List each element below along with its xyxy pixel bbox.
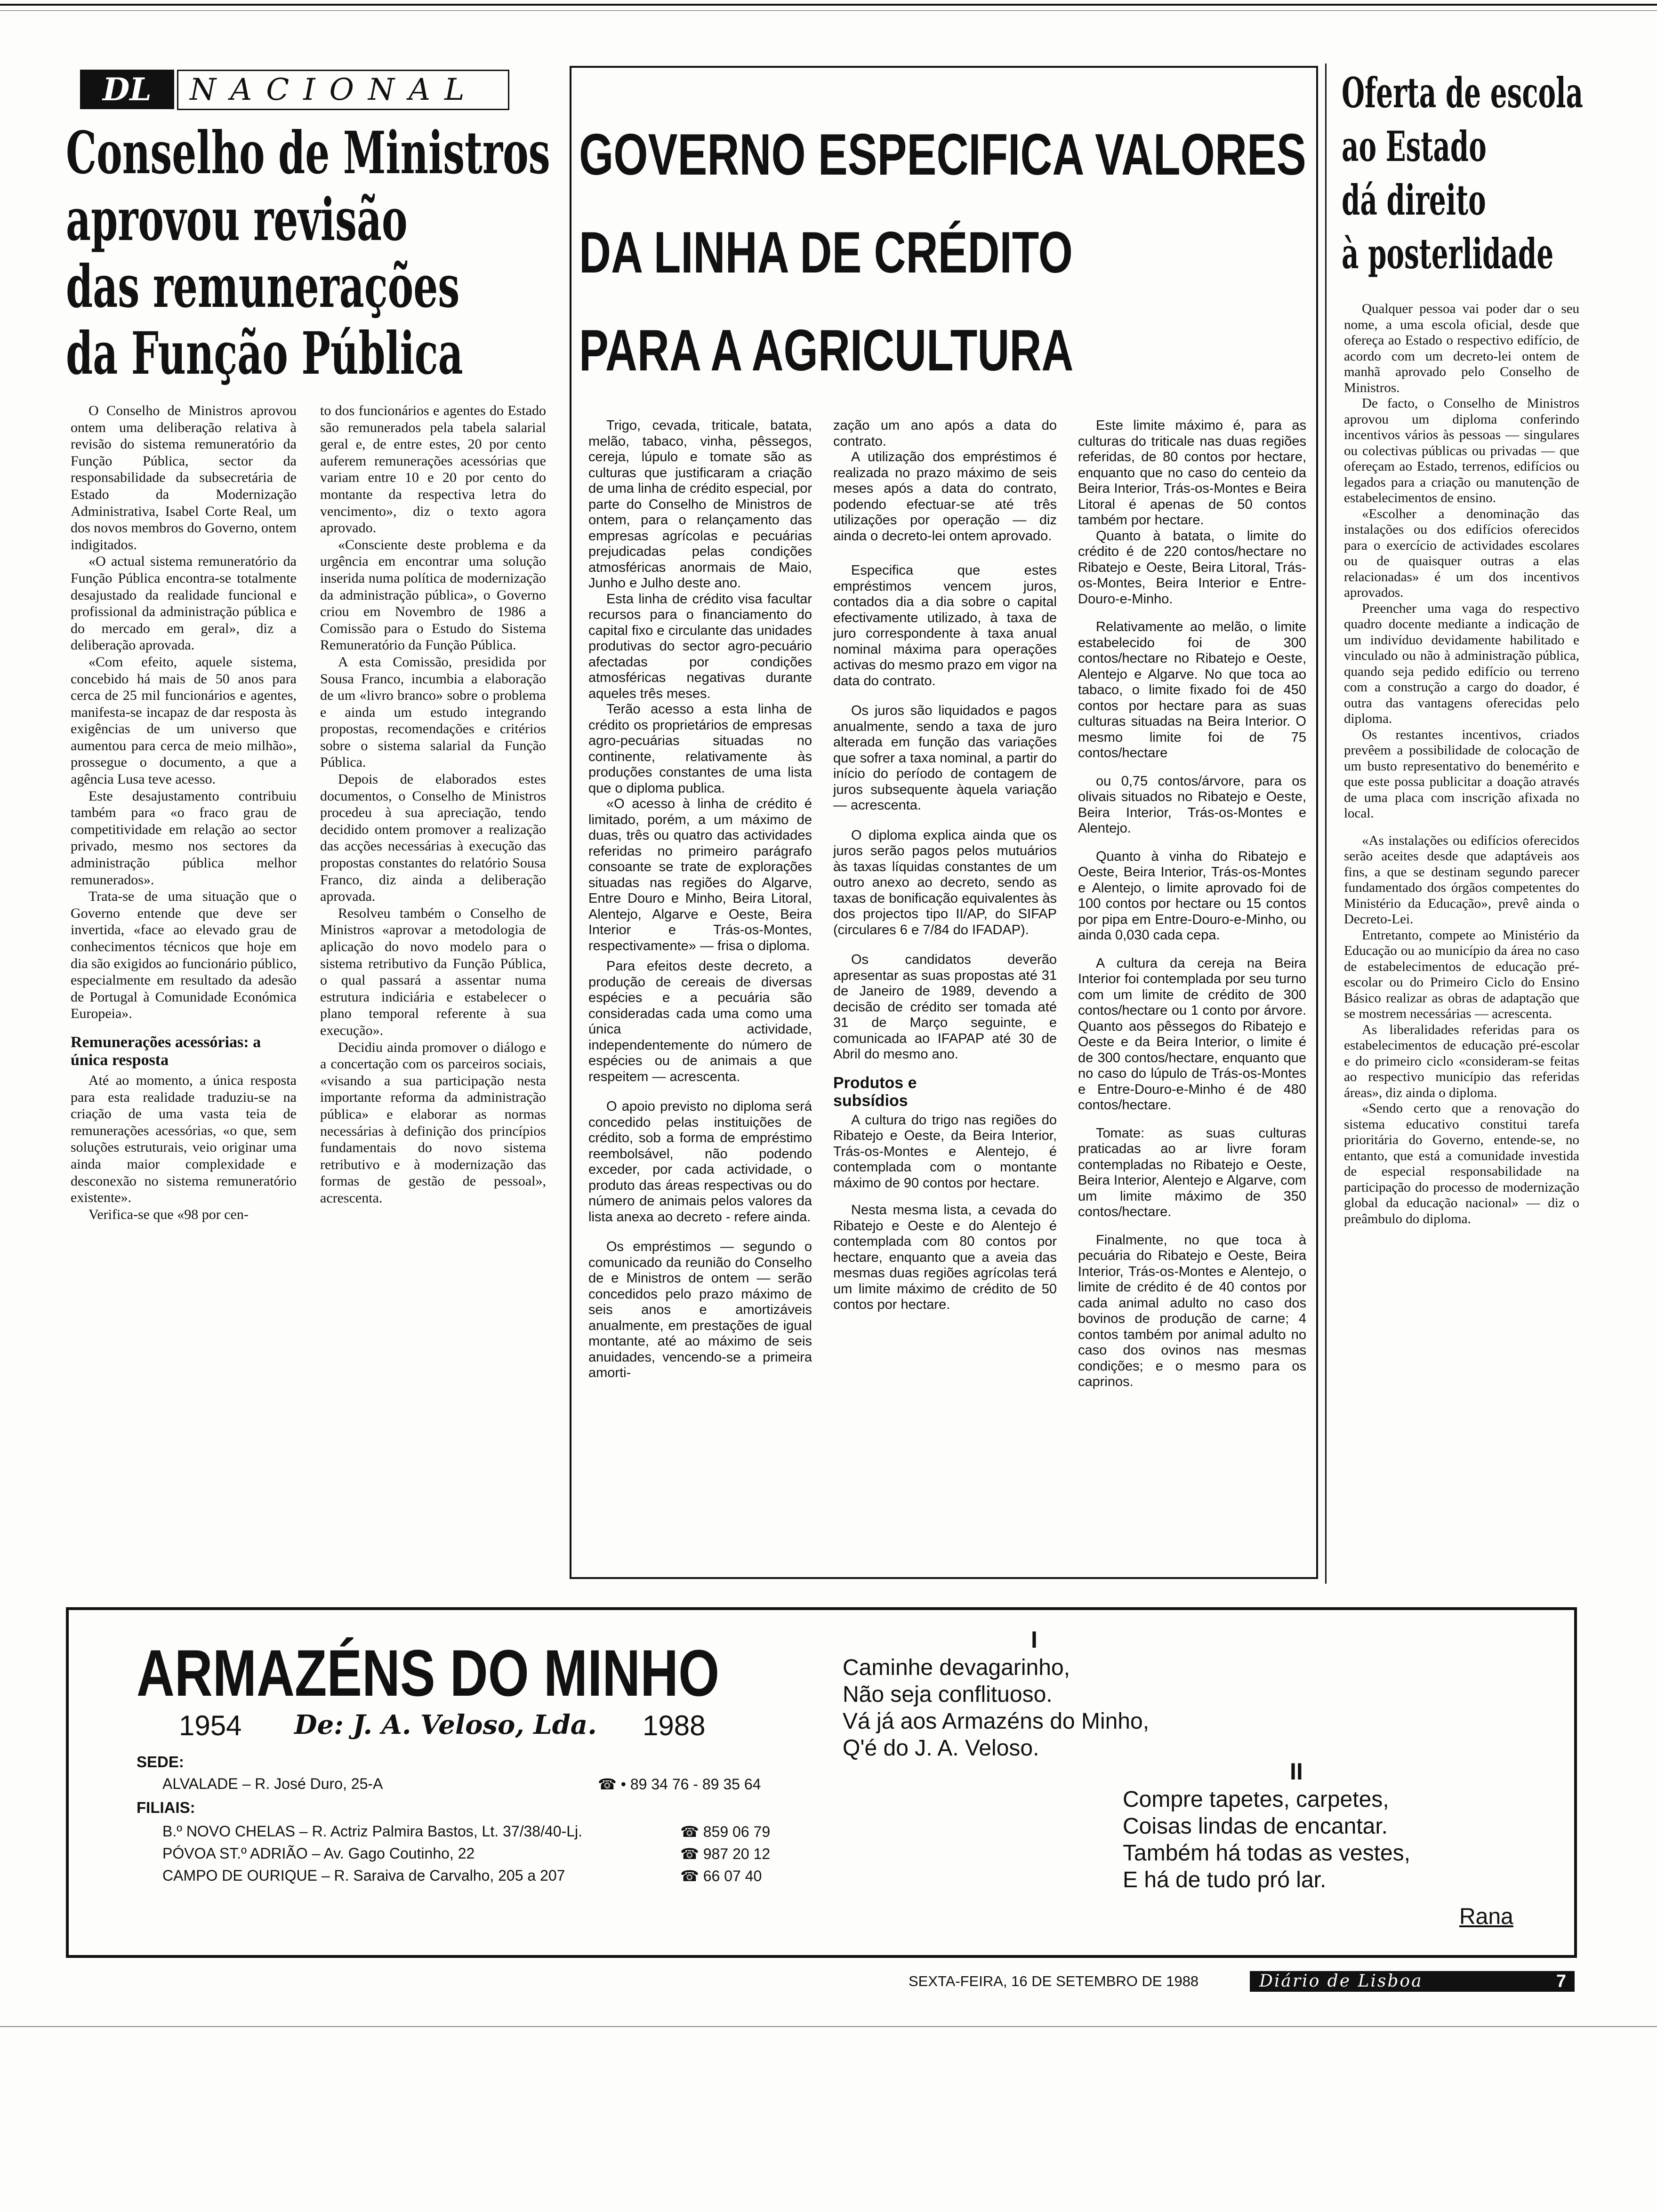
paragraph: Qualquer pessoa vai poder dar o seu nome, a uma escola oficial, desde que ofereça ao Estado o respectivo edifício, de acordo com um decreto-lei ontem de manhã aprovado pelo Conselho de Ministros. — [1344, 301, 1579, 395]
paragraph: Este limite máximo é, para as culturas do triticale nas duas regiões referidas, de 80 contos por hectare, enquanto que no caso do centeio da Beira Interior, Trás-os-Montes e Beira Litoral é apenas de 50 contos também por hectare. — [1078, 418, 1306, 528]
left-headline-line: da Função Pública — [66, 320, 463, 388]
center-article-col1 — [588, 418, 812, 1571]
paragraph: «Consciente deste problema e da urgência em encontrar uma solução inserida numa política de modernização da administração pública», o Governo criou em Novembro de 1986 a Comissão para o Estudo do Sistema Remuneratório da Função Pública. — [320, 537, 546, 653]
verse-line: Coisas lindas de encantar. — [1123, 1814, 1388, 1839]
paragraph: Tomate: as suas culturas praticadas ao ar livre foram contempladas no Ribatejo e Oeste, Beira Interior, Alentejo e Algarve, com um limite máximo de 350 contos/hectare. — [1078, 1125, 1306, 1219]
ad-company: De: J. A. Veloso, Lda. — [294, 1709, 597, 1740]
ad-sede-address: ALVALADE – R. José Duro, 25-A — [162, 1775, 383, 1792]
left-headline-line: das remunerações — [66, 253, 460, 321]
footer-masthead — [1250, 1971, 1575, 1992]
paragraph: Entretanto, compete ao Ministério da Educação ou ao município da área no caso de estabelecimentos de educação pré-escolar ou do Primeiro Ciclo do Ensino Básico realizar as obras de adaptação que se mostrem necessárias — acrescenta. — [1344, 927, 1579, 1021]
left-article-col1 — [71, 402, 297, 1555]
right-headline-line: à posterlidade — [1342, 229, 1554, 278]
verse-line: Não seja conflituoso. — [843, 1682, 1053, 1707]
right-article-body — [1344, 301, 1579, 1581]
paragraph: «Com efeito, aquele sistema, concebido há mais de 50 anos para cerca de 25 mil funcionários e agentes, manifesta-se incapaz de dar resposta às exigências de um universo que aumentou para cerca de meio milhão», prossegue o documento, a que a agência Lusa teve acesso. — [71, 654, 297, 787]
paragraph: A cultura da cereja na Beira Interior foi contemplada por seu turno com um limite de crédito de 300 contos/hectare ou 1 conto por árvore. Quanto aos pêssegos do Ribatejo e Oeste e da Beira Interior, o limite é de 300 contos/hectare, enquanto que no caso do lúpulo de Trás-os-Montes e Entre-Douro-e-Minho é de 480 contos/hectare. — [1078, 955, 1306, 1113]
paragraph: Relativamente ao melão, o limite estabelecido foi de 300 contos/hectare no Ribatejo e Oeste, Alentejo e Algarve. No que toca ao tabaco, o limite fixado foi de 450 contos por hectare para as suas culturas situadas na Beira Interior. O mesmo limite foi de 75 contos/hectare — [1078, 619, 1306, 761]
section-label-text: NACIONAL — [190, 72, 479, 107]
ad-filial-address: PÓVOA ST.º ADRIÃO – Av. Gago Coutinho, 22 — [162, 1845, 475, 1862]
ad-filiais-label: FILIAIS: — [137, 1799, 195, 1816]
paragraph: A cultura do trigo nas regiões do Ribatejo e Oeste, da Beira Interior, Trás-os-Montes e Alentejo, é contemplada com o montante máximo de 90 contos por hectare. — [833, 1112, 1057, 1191]
paragraph: Para efeitos deste decreto, a produção de cereais de diversas espécies e a pecuária são consideradas cada uma como uma única actividade, independentemente do número de espécies ou de animais a que respeitem — acrescenta. — [588, 959, 812, 1084]
top-rule — [0, 4, 1657, 6]
top-rule-thin — [0, 10, 1657, 11]
paragraph: As liberalidades referidas para os estabelecimentos de educação pré-escolar e do primeiro ciclo «consideram-se feitas ao respectivo município das referidas áreas», diz ainda o diploma. — [1344, 1022, 1579, 1100]
right-column-divider — [1325, 64, 1327, 1584]
ad-verse-2-number: II — [1290, 1758, 1303, 1785]
paragraph: O diploma explica ainda que os juros serão pagos pelos mutuários às taxas líquidas constantes de um outro anexo ao decreto, sendo as taxas de bonificação equivalentes às dos projectos tipo II/AP, do SIFAP (circulares 6 e 7/84 do IFADAP). — [833, 827, 1057, 938]
paragraph: Os restantes incentivos, criados prevêem a possibilidade de colocação de um busto representativo do benemérito e que este possa publicitar a doação através de uma placa com inscrição afixada no local. — [1344, 727, 1579, 821]
verse-line: E há de tudo pró lar. — [1123, 1867, 1327, 1892]
ad-brand: ARMAZÉNS DO MINHO — [137, 1636, 720, 1710]
paragraph: O apoio previsto no diploma será concedido pelas instituições de crédito, sob a forma de empréstimo reembolsável, não podendo exceder, por cada actividade, o produto das áreas respectivas ou do número de animais pelos valores da lista anexa ao decreto - refere ainda. — [588, 1099, 812, 1225]
paragraph: Resolveu também o Conselho de Ministros «aprovar a metodologia de aplicação do novo modelo para o sistema retributivo da Função Pública, o qual passará a assentar numa estrutura indiciária e estabelecer o plano temporal referente à sua execução». — [320, 905, 546, 1038]
verse-line: Também há todas as vestes, — [1123, 1841, 1410, 1866]
paragraph: «As instalações ou edifícios oferecidos serão aceites desde que adaptáveis aos fins, a que se destinam segundo parecer fundamentado dos órgãos competentes do Ministério da Educação», prevê ainda o Decreto-Lei. — [1344, 833, 1579, 927]
paragraph: Depois de elaborados estes documentos, o Conselho de Ministros procedeu à sua apreciação, tendo decidido ontem promover a realização das acções necessárias à execução das propostas constantes do relatório Sousa Franco, diz ainda a deliberação aprovada. — [320, 771, 546, 905]
center-headline-line: GOVERNO ESPECIFICA VALORES — [579, 122, 1306, 187]
ad-signature: Rana — [1459, 1904, 1513, 1929]
left-headline-line: aprovou revisão — [66, 186, 408, 254]
verse-line: Q'é do J. A. Veloso. — [843, 1736, 1039, 1761]
paragraph: Verifica-se que «98 por cen- — [88, 1206, 249, 1222]
paragraph: Este desajustamento contribuiu também para «o fraco grau de competitividade em relação ao sector privado, mesmo nos sectores da administração pública melhor remunerados». — [71, 788, 297, 888]
paragraph: zação um ano após a data do contrato. — [833, 418, 1057, 449]
section-logo: DL — [80, 70, 174, 109]
paragraph: Nesta mesma lista, a cevada do Ribatejo e Oeste e do Alentejo é contemplada com 80 contos por hectare, enquanto que a aveia das mesmas duas regiões agrícolas terá um limite máximo de crédito de 50 contos por hectare. — [833, 1202, 1057, 1312]
paragraph: Especifica que estes empréstimos vencem juros, contados dia a dia sobre o capital efectivamente utilizado, à taxa de juro correspondente à taxa anual nominal máxima para operações activas do mesmo prazo em vigor na data do contrato. — [833, 563, 1057, 689]
paragraph: A esta Comissão, presidida por Sousa Franco, incumbia a elaboração de um «livro branco» sobre o problema e ainda um estudo integrando propostas, recomendações e critérios sobre o sistema salarial da Função Pública. — [320, 654, 546, 770]
paragraph: Finalmente, no que toca à pecuária do Ribatejo e Oeste, Beira Interior, Trás-os-Montes e Alentejo, o limite de crédito é de 40 contos por cada animal adulto no caso dos bovinos de produção de carne; 4 contos também por animal adulto no caso dos ovinos nas mesmas condições; e o mesmo para os caprinos. — [1078, 1232, 1306, 1389]
bottom-rule — [0, 2026, 1657, 2027]
verse-line: Compre tapetes, carpetes, — [1123, 1787, 1389, 1812]
ad-year-end: 1988 — [643, 1710, 706, 1741]
section-label — [177, 70, 509, 110]
paragraph: Trigo, cevada, triticale, batata, melão, tabaco, vinha, pêssegos, cereja, lúpulo e tomate são as culturas que justificaram a criação de uma linha de crédito especial, por parte do Conselho de Ministros de ontem, para o relançamento das empresas agrícolas e pecuárias prejudicadas pelas condições atmosféricas anormais de Maio, Junho e Julho deste ano. — [588, 418, 812, 591]
paragraph: Trata-se de uma situação que o Governo entende que deve ser invertida, «face ao elevado grau de conhecimentos técnicos que hoje em dia são exigidos ao funcionário público, especialmente em resultado da adesão de Portugal à Comunidade Económica Europeia». — [71, 889, 297, 1022]
paragraph: Decidiu ainda promover o diálogo e a concertação com os parceiros sociais, «visando a sua participação nesta importante reforma da administração pública» e elaborar as normas necessárias à definição dos princípios fundamentais do novo sistema retributivo e à modernização das formas de gestão de pessoal», acrescenta. — [320, 1039, 546, 1206]
paragraph: A utilização dos empréstimos é realizada no prazo máximo de seis meses após a data do contrato, podendo efectuar-se até três utilizações por operação — diz ainda o decreto-lei ontem aprovado. — [833, 449, 1057, 544]
paragraph: Terão acesso a esta linha de crédito os proprietários de empresas agro-pecuárias situadas no continente, relativamente às produções constantes de uma lista que o diploma publica. — [588, 702, 812, 796]
verse-line: Caminhe devagarinho, — [843, 1655, 1070, 1680]
ad-sede-phone: ☎ • 89 34 76 - 89 35 64 — [598, 1776, 761, 1793]
paragraph: «Escolher a denominação das instalações ou dos edifícios oferecidos para o exercício de actividades escolares ou de quaisquer outras a elas relacionadas» é um dos incentivos aprovados. — [1344, 506, 1579, 600]
ad-verse-1-number: I — [1031, 1627, 1038, 1653]
ad-filial-address: CAMPO DE OURIQUE – R. Saraiva de Carvalho, 205 a 207 — [162, 1867, 565, 1884]
paragraph: Quanto à vinha do Ribatejo e Oeste, Beira Interior, Trás-os-Montes e Alentejo, o limite aprovado foi de 100 contos por hectare ou 15 contos por pipa em Entre-Douro-e-Minho, ou ainda 0,030 cada cepa. — [1078, 849, 1306, 943]
center-headline-line: PARA A AGRICULTURA — [579, 318, 1074, 383]
ad-filial-phone: ☎ 66 07 40 — [680, 1867, 762, 1884]
paragraph: ou 0,75 contos/árvore, para os olivais situados no Ribatejo e Oeste, Beira Interior, Trás-os-Montes e Alentejo. — [1078, 773, 1306, 836]
paragraph: «Sendo certo que a renovação do sistema educativo constitui tarefa prioritária do Governo, entende-se, no entanto, que está a comunidade investida de especial responsabilidade na participação do processo de modernização global da educação nacional» — diz o preâmbulo do diploma. — [1344, 1101, 1579, 1226]
center-headline — [579, 106, 1309, 398]
left-headline-line: Conselho de Ministros — [66, 119, 550, 187]
ad-filial-address: B.º NOVO CHELAS – R. Actriz Palmira Bastos, Lt. 37/38/40-Lj. — [162, 1823, 583, 1840]
paragraph: Esta linha de crédito visa facultar recursos para o financiamento do capital fixo e circulante das unidades produtivas do sector agro-pecuário afectadas por condições atmosféricas negativas durante aqueles três meses. — [588, 591, 812, 701]
right-headline-line: Oferta de escola — [1342, 68, 1584, 117]
center-article-col3 — [1078, 418, 1306, 1571]
center-article-col2 — [833, 418, 1057, 1571]
paragraph: Os candidatos deverão apresentar as suas propostas até 31 de Janeiro de 1989, devendo a decisão de crédito ser tomada até 31 de Março seguinte, e comunicada ao IFAPAP até 30 de Abril do mesmo ano. — [833, 952, 1057, 1062]
right-headline-line: dá direito — [1342, 176, 1486, 224]
section-header — [80, 70, 518, 109]
right-headline — [1342, 66, 1643, 287]
paragraph: O Conselho de Ministros aprovou ontem uma deliberação relativa à revisão do sistema remuneratório da Função Pública, sector da responsabilidade da subsecretária de Estado da Modernização Administrativa, Isabel Corte Real, um dos novos membros do Governo, ontem indigitados. — [71, 403, 297, 553]
verse-line: Vá já aos Armazéns do Minho, — [843, 1709, 1150, 1734]
left-headline — [66, 120, 555, 402]
paragraph: Quanto à batata, o limite do crédito é de 220 contos/hectare no Ribatejo e Oeste, Beira Litoral, Trás-os-Montes, Beira Interior e Entre-Douro-e-Minho. — [1078, 528, 1306, 607]
ad-filial-phone: ☎ 987 20 12 — [680, 1845, 771, 1862]
ad-sede-label: SEDE: — [137, 1753, 184, 1771]
paragraph: Os empréstimos — segundo o comunicado da reunião do Conselho de e Ministros de ontem — serão concedidos pelo prazo máximo de seis anos e amortizáveis anualmente, em prestações de igual montante, até ao máximo de seis anuidades, vencendo-se a primeira amorti- — [588, 1239, 812, 1380]
ad-verse-2 — [1123, 1786, 1410, 1893]
paragraph: «O acesso à linha de crédito é limitado, porém, a um máximo de duas, três ou quatro das actividades referidas no primeiro parágrafo consoante se trate de explorações situadas nas regiões do Algarve, Entre Douro e Minho, Beira Litoral, Alentejo, Algarve e Oeste, Beira Interior e Trás-os-Montes, respectivamente» — frisa o diploma. — [588, 796, 812, 954]
subheading: Produtos e subsídios — [833, 1074, 917, 1110]
ad-verse-1 — [843, 1654, 1149, 1762]
paragraph: Os juros são liquidados e pagos anualmente, sendo a taxa de juro alterada em função das variações que sofrer a taxa nominal, a partir do início do período de contagem de juros subsequente àquela variação — acrescenta. — [833, 703, 1057, 813]
subheading: Remunerações acessórias: a única resposta — [71, 1033, 261, 1069]
ad-year-start: 1954 — [179, 1710, 242, 1741]
paragraph: Até ao momento, a única resposta para esta realidade traduziu-se na criação de uma vasta teia de remunerações acessórias, «o que, sem soluções estruturais, veio originar uma ainda maior complexidade e desconexão no sistema remuneratório existente». — [71, 1072, 297, 1206]
left-article-col2 — [320, 402, 546, 1555]
center-headline-line: DA LINHA DE CRÉDITO — [579, 220, 1073, 285]
paragraph: to dos funcionários e agentes do Estado são remunerados pela tabela salarial geral e, de entre estes, 20 por cento auferem remunerações acessórias que variam entre 10 e 20 por cento do montante da respectiva letra do vencimento», diz o texto agora aprovado. — [320, 403, 546, 536]
footer-paper-name: Diário de Lisboa — [1259, 1972, 1423, 1991]
paragraph: Preencher uma vaga do respectivo quadro docente mediante a indicação de um indivíduo devidamente habilitado e vinculado ou não à administração pública, quando seja pedido edifício ou terreno com a construção a cargo do doador, é outra das vantagens oferecidas pelo diploma. — [1344, 601, 1579, 726]
paragraph: «O actual sistema remuneratório da Função Pública encontra-se totalmente desajustado da realidade funcional e profissional da administração pública e do mercado em geral», diz a deliberação aprovada. — [71, 553, 297, 653]
footer-date: SEXTA-FEIRA, 16 DE SETEMBRO DE 1988 — [909, 1973, 1199, 1989]
footer-page-number: 7 — [1556, 1972, 1566, 1991]
paragraph: De facto, o Conselho de Ministros aprovou um diploma conferindo incentivos vários às pessoas — singulares ou colectivas públicas ou privadas — que ofereçam ao Estado, terrenos, edifícios ou legados para a criação ou manutenção de estabelecimentos de ensino. — [1344, 396, 1579, 505]
right-headline-line: ao Estado — [1342, 122, 1487, 171]
ad-filial-phone: ☎ 859 06 79 — [680, 1823, 771, 1840]
